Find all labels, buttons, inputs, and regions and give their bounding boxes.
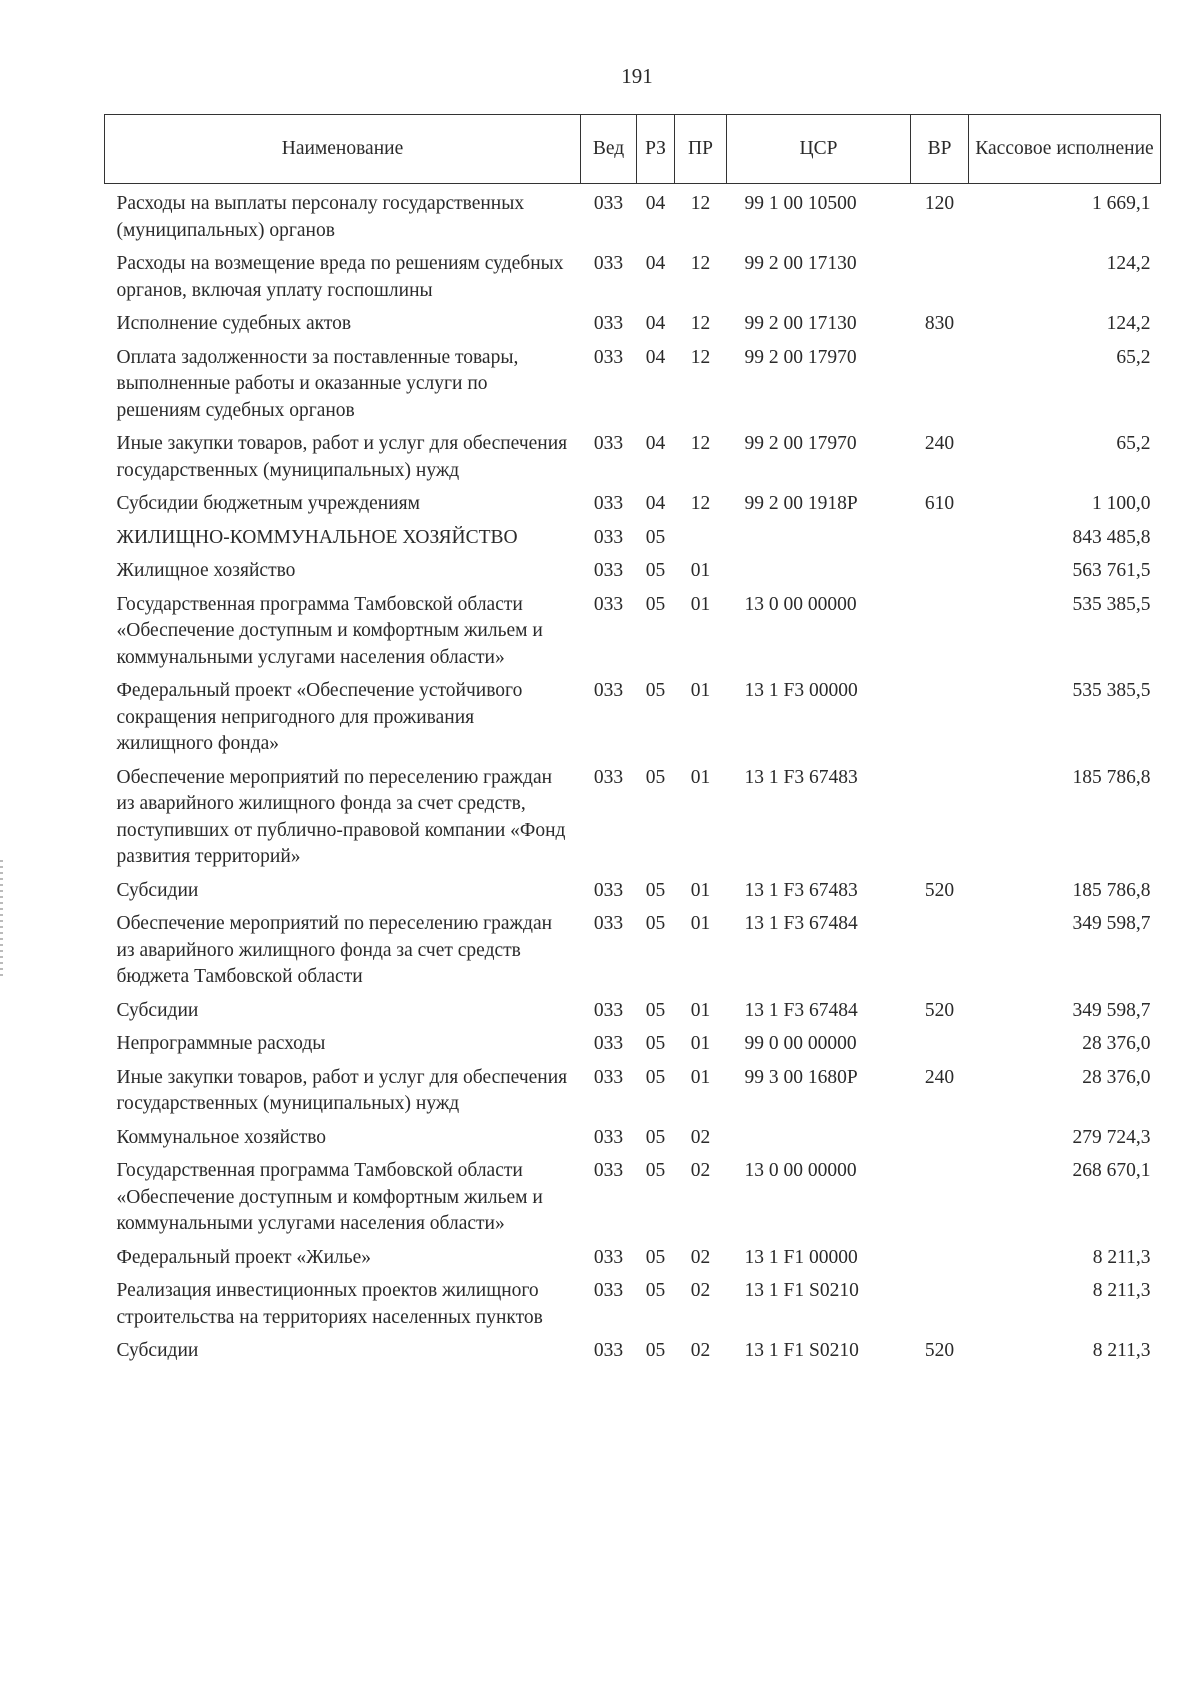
cell-rz: 04 [645,433,666,454]
cell-ved: 033 [593,253,624,274]
cell-pr: 12 [690,433,711,454]
cell-vr [911,904,969,991]
cell-pr: 01 [690,913,711,934]
table-row [105,518,1161,552]
cell-name: Обеспечение мероприятий по переселению граждан из аварийного жилищного фонда за счет средств бюджета Тамбовской области [116,913,553,987]
cell-name: Иные закупки товаров, работ и услуг для обеспечения государственных (муниципальных) нужд [116,1066,568,1114]
cell-pr: 01 [690,1066,711,1088]
cell-csr: 13 1 F3 00000 [744,680,858,701]
cell-pr: 01 [690,1033,711,1054]
cell-ved: 033 [593,1280,624,1301]
cell-pr [675,518,727,552]
cell-sum: 843 485,8 [1072,526,1151,548]
cell-csr [727,1118,911,1152]
cell-name: Расходы на выплаты персоналу государственных (муниципальных) органов [116,193,525,241]
table-row [105,338,1161,425]
cell-name: Субсидии [116,999,199,1021]
cell-ved: 033 [593,526,624,548]
cell-sum: 8 211,3 [1092,1280,1151,1301]
cell-csr: 13 0 00 00000 [744,593,857,615]
header-pr: ПР [675,115,727,184]
cell-sum: 185 786,8 [1072,766,1151,788]
cell-sum: 8 211,3 [1092,1340,1151,1361]
table-row [105,1238,1161,1272]
cell-csr: 99 2 00 17970 [744,346,857,368]
cell-rz: 04 [645,313,666,334]
table-row [105,671,1161,758]
cell-name: Оплата задолженности за поставленные товары, выполненные работы и оказанные услуги по решениям судебных органов [116,346,519,421]
cell-csr: 13 1 F1 S0210 [744,1340,859,1361]
cell-name: Государственная программа Тамбовской области «Обеспечение доступным и комфортным жильем и коммунальными услугами населения области» [116,1160,543,1234]
cell-csr: 13 1 F1 00000 [744,1246,858,1268]
table-row [105,1271,1161,1331]
cell-sum: 65,2 [1116,346,1151,368]
cell-csr: 13 1 F3 67484 [744,999,858,1021]
table-row [105,484,1161,518]
cell-rz: 05 [645,1340,666,1361]
cell-csr: 99 2 00 1918Р [744,493,858,514]
cell-rz: 05 [645,999,666,1021]
cell-pr: 01 [690,999,711,1021]
table-row [105,551,1161,585]
cell-rz: 05 [645,1160,666,1181]
cell-csr: 99 2 00 17130 [744,313,857,334]
cell-sum: 1 669,1 [1092,193,1151,214]
cell-sum: 349 598,7 [1072,999,1151,1021]
cell-vr: 520 [924,999,955,1021]
cell-vr: 830 [924,313,955,334]
cell-vr [911,585,969,672]
table-row [105,244,1161,304]
cell-rz: 04 [645,253,666,274]
cell-ved: 033 [593,1126,624,1148]
cell-name: Обеспечение мероприятий по переселению граждан из аварийного жилищного фонда за счет средств, поступивших от публично-правовой компании «Фонд развития территорий» [116,766,566,867]
cell-pr: 12 [690,493,711,514]
cell-ved: 033 [593,1246,624,1268]
cell-ved: 033 [593,1160,624,1181]
cell-name: Исполнение судебных актов [116,313,352,334]
cell-csr: 99 2 00 17970 [744,433,857,454]
cell-pr: 02 [690,1160,711,1181]
cell-vr [911,1118,969,1152]
cell-pr: 02 [690,1126,711,1148]
cell-sum: 563 761,5 [1072,560,1151,581]
cell-ved: 033 [593,193,624,214]
cell-vr [911,244,969,304]
header-ved: Вед [581,115,637,184]
cell-pr: 01 [690,560,711,581]
table-body [105,184,1161,1365]
cell-name: Федеральный проект «Жилье» [116,1246,372,1268]
cell-sum: 535 385,5 [1072,680,1151,701]
cell-pr: 01 [690,593,711,615]
cell-sum: 279 724,3 [1072,1126,1151,1148]
cell-vr: 610 [924,493,955,514]
cell-sum: 124,2 [1106,313,1151,334]
cell-rz: 05 [645,1066,666,1088]
cell-ved: 033 [593,560,624,581]
cell-pr: 12 [690,346,711,368]
cell-ved: 033 [593,999,624,1021]
cell-pr: 01 [690,766,711,788]
page-number: 191 [621,64,653,88]
cell-vr [911,758,969,871]
cell-vr: 120 [924,193,955,214]
cell-ved: 033 [593,766,624,788]
table-row [105,424,1161,484]
cell-name: Субсидии бюджетным учреждениям [116,493,420,514]
cell-rz: 05 [645,1126,666,1148]
cell-ved: 033 [593,913,624,934]
cell-sum: 28 376,0 [1082,1066,1151,1088]
cell-name: Субсидии [116,1340,199,1361]
cell-ved: 033 [593,313,624,334]
cell-vr [911,1238,969,1272]
cell-vr: 240 [924,433,955,454]
cell-vr: 240 [924,1066,955,1088]
cell-pr: 01 [690,879,711,901]
cell-sum: 185 786,8 [1072,879,1151,901]
cell-ved: 033 [593,1340,624,1361]
table-row [105,758,1161,871]
cell-pr: 02 [690,1246,711,1268]
cell-name: Государственная программа Тамбовской области «Обеспечение доступным и комфортным жильем и коммунальными услугами населения области» [116,593,543,668]
cell-csr: 13 0 00 00000 [744,1160,857,1181]
header-vr: ВР [911,115,969,184]
header-csr: ЦСР [727,115,911,184]
cell-sum: 65,2 [1116,433,1151,454]
table-row [105,1151,1161,1238]
cell-name: Непрограммные расходы [116,1033,326,1054]
cell-rz: 05 [645,526,666,548]
cell-pr: 12 [690,193,711,214]
cell-vr: 520 [924,1340,955,1361]
header-name: Наименование [105,115,581,184]
cell-name: Реализация инвестиционных проектов жилищного строительства на территориях населенных пунктов [116,1280,543,1328]
cell-sum: 1 100,0 [1092,493,1151,514]
cell-sum: 124,2 [1106,253,1151,274]
table-row [105,871,1161,905]
cell-ved: 033 [593,1066,624,1088]
cell-pr: 12 [690,313,711,334]
cell-ved: 033 [593,1033,624,1054]
cell-name: Коммунальное хозяйство [116,1126,327,1148]
cell-pr: 02 [690,1340,711,1361]
cell-csr: 99 2 00 17130 [744,253,857,274]
cell-rz: 05 [645,1280,666,1301]
cell-csr: 99 3 00 1680Р [744,1066,858,1088]
cell-csr [727,518,911,552]
table-row [105,1118,1161,1152]
cell-pr: 01 [690,680,711,701]
cell-sum: 268 670,1 [1072,1160,1151,1181]
cell-name: Федеральный проект «Обеспечение устойчивого сокращения непригодного для проживания жилищного фонда» [116,680,523,754]
cell-name: Расходы на возмещение вреда по решениям судебных органов, включая уплату госпошлины [116,253,564,301]
cell-name: Субсидии [116,879,199,901]
cell-name: ЖИЛИЩНО-КОММУНАЛЬНОЕ ХОЗЯЙСТВО [116,526,518,548]
cell-rz: 05 [645,593,666,615]
cell-rz: 05 [645,1033,666,1054]
cell-ved: 033 [593,433,624,454]
cell-rz: 05 [645,879,666,901]
cell-name: Жилищное хозяйство [116,560,296,581]
cell-vr [911,518,969,552]
cell-sum: 8 211,3 [1092,1246,1151,1268]
table-row [105,904,1161,991]
cell-rz: 04 [645,346,666,368]
cell-vr [911,671,969,758]
cell-ved: 033 [593,593,624,615]
cell-pr: 12 [690,253,711,274]
cell-name: Иные закупки товаров, работ и услуг для обеспечения государственных (муниципальных) нужд [116,433,568,481]
cell-rz: 05 [645,766,666,788]
cell-csr: 13 1 F3 67483 [744,766,858,788]
cell-csr: 99 1 00 10500 [744,193,857,214]
cell-pr: 02 [690,1280,711,1301]
cell-csr: 13 1 F1 S0210 [744,1280,859,1301]
cell-ved: 033 [593,879,624,901]
budget-execution-table [104,114,1161,1365]
cell-vr [911,1151,969,1238]
table-row [105,1058,1161,1118]
table-row [105,1024,1161,1058]
table-row [105,304,1161,338]
table-row [105,585,1161,672]
cell-sum: 349 598,7 [1072,913,1151,934]
cell-csr: 13 1 F3 67484 [744,913,858,934]
cell-ved: 033 [593,493,624,514]
cell-vr [911,1271,969,1331]
table-header [105,115,1161,184]
header-sum: Кассовое исполнение [969,115,1161,184]
table-row [105,991,1161,1025]
cell-vr: 520 [924,879,955,901]
cell-vr [911,1024,969,1058]
cell-rz: 05 [645,1246,666,1268]
cell-csr [727,551,911,585]
cell-rz: 04 [645,193,666,214]
scan-margin-artifact [0,860,3,980]
cell-csr: 13 1 F3 67483 [744,879,858,901]
cell-rz: 05 [645,680,666,701]
cell-csr: 99 0 00 00000 [744,1033,857,1054]
cell-rz: 05 [645,560,666,581]
cell-rz: 04 [645,493,666,514]
cell-ved: 033 [593,346,624,368]
cell-rz: 05 [645,913,666,934]
table-row [105,1331,1161,1365]
cell-sum: 535 385,5 [1072,593,1151,615]
header-rz: РЗ [637,115,675,184]
cell-vr [911,551,969,585]
cell-vr [911,338,969,425]
cell-sum: 28 376,0 [1082,1033,1151,1054]
table-row [105,184,1161,245]
cell-ved: 033 [593,680,624,701]
